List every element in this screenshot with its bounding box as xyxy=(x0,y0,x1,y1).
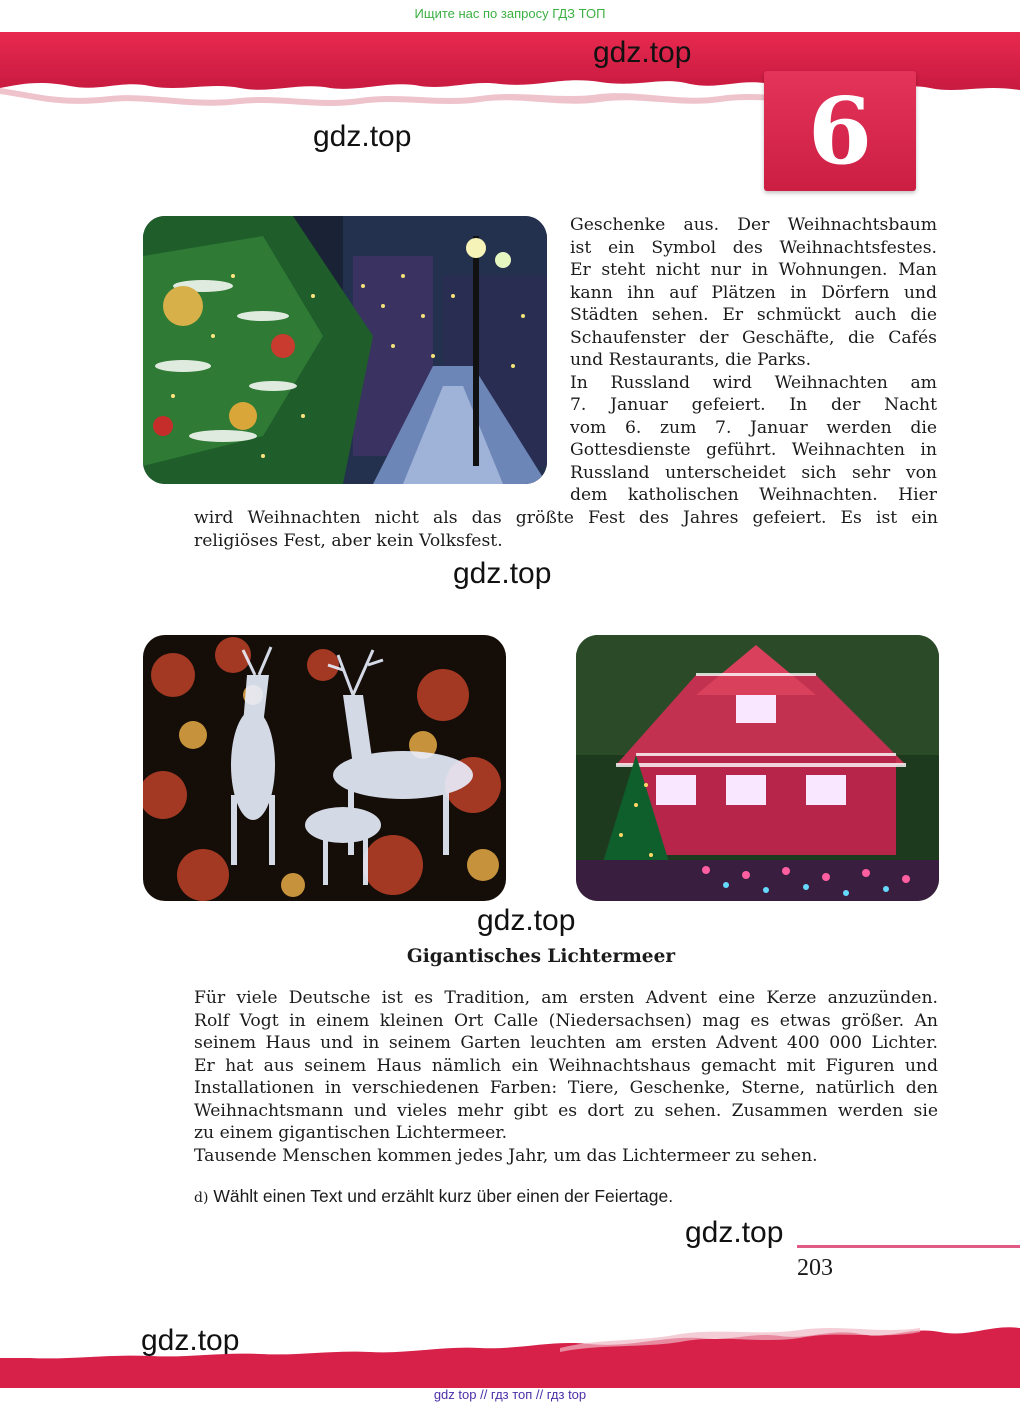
watermark: gdz.top xyxy=(685,1216,784,1249)
watermark: gdz.top xyxy=(453,557,552,590)
text-line: kann ihn auf Plätzen in Dörfern und xyxy=(570,282,937,303)
text-line: Gottesdienste geführt. Weihnachten in xyxy=(570,440,937,460)
task-instruction xyxy=(194,1186,673,1207)
text-line: Für viele Deutsche ist es Tradition, am ersten Advent eine Kerze anzuzünden. xyxy=(194,988,938,1008)
text-line: 7. Januar gefeiert. In der Nacht xyxy=(570,395,937,415)
text-line: Weihnachtsmann und vieles mehr gibt es dort zu sehen. Zusammen werden sie xyxy=(194,1100,938,1121)
watermark: gdz.top xyxy=(593,36,692,69)
text-line: ist ein Symbol des Weihnachtsfestes. xyxy=(570,237,937,258)
text-line: dem katholischen Weihnachten. Hier xyxy=(570,485,937,505)
footer-links[interactable]: gdz top // гдз топ // гдз top xyxy=(433,1387,587,1402)
text-block-lichtermeer xyxy=(194,987,938,1167)
bottom-decorative-band xyxy=(0,1318,1020,1388)
watermark: gdz.top xyxy=(477,904,576,937)
text-block-russia xyxy=(570,214,937,507)
page-number: 203 xyxy=(797,1255,833,1281)
search-hint: Ищите нас по запросу ГДЗ ТОП xyxy=(414,6,606,21)
text-line: Er hat aus seinem Haus nämlich ein Weihnachtshaus gemacht mit Figuren und xyxy=(194,1055,938,1076)
text-line: Installationen in verschiedenen Farben: Tiere, Geschenke, Sterne, natürlich den xyxy=(194,1078,938,1098)
watermark: gdz.top xyxy=(313,120,412,153)
text-line: Er steht nicht nur in Wohnungen. Man xyxy=(570,260,937,280)
text-line: seinem Haus und in seinem Garten leuchten am ersten Advent 400 000 Lichter. xyxy=(194,1033,938,1053)
task-letter: d) xyxy=(194,1190,209,1206)
photo-christmas-street xyxy=(143,216,547,484)
photo-light-reindeer xyxy=(143,635,506,901)
page-number-rule xyxy=(797,1245,1020,1248)
text-block-russia-continued xyxy=(194,507,938,552)
unit-number-badge: 6 xyxy=(764,71,916,191)
text-line: Städten sehen. Er schmückt auch die xyxy=(570,305,937,325)
task-text: Wählt einen Text und erzählt kurz über einen der Feiertage. xyxy=(213,1186,674,1206)
section-heading: Gigantisches Lichtermeer xyxy=(406,946,676,967)
text-line: Tausende Menschen kommen jedes Jahr, um das Lichtermeer zu sehen. xyxy=(194,1145,818,1166)
text-line: vom 6. zum 7. Januar werden die xyxy=(570,417,937,438)
text-line: wird Weihnachten nicht als das größte Fest des Jahres gefeiert. Es ist ein xyxy=(194,508,938,528)
text-line: Russland unterscheidet sich sehr von xyxy=(570,462,937,483)
photo-illuminated-house xyxy=(576,635,939,901)
text-line: religiöses Fest, aber kein Volksfest. xyxy=(194,530,503,551)
text-line: Schaufenster der Geschäfte, die Cafés xyxy=(570,327,937,348)
watermark: gdz.top xyxy=(141,1324,240,1357)
text-line: und Restaurants, die Parks. xyxy=(570,350,812,370)
text-line: zu einem gigantischen Lichtermeer. xyxy=(194,1123,508,1143)
text-line: Geschenke aus. Der Weihnachtsbaum xyxy=(570,215,937,235)
text-line: In Russland wird Weihnachten am xyxy=(570,372,937,393)
text-line: Rolf Vogt in einem kleinen Ort Calle (Niedersachsen) mag es etwas größer. An xyxy=(194,1010,938,1031)
